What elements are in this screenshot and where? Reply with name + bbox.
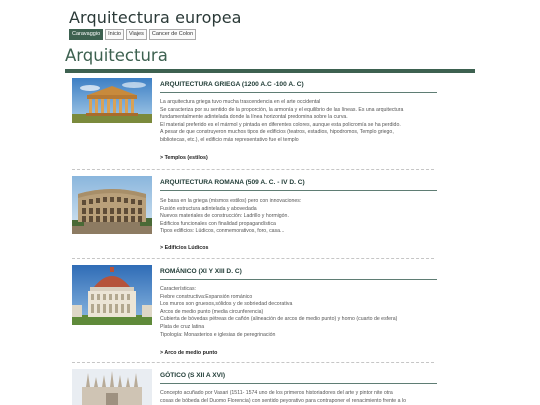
read-more-link[interactable]: > Arco de medio punto — [160, 350, 218, 356]
article-line: Nuevos materiales de construcción: Ladrillo y hormigón. — [160, 213, 289, 220]
article-line: La arquitectura griega tuvo mucha trascendencia en el arte occidental — [160, 99, 321, 105]
article-line: Cubierta de bóvedas pétreas de cañón (alineación de arcos de medio punto) y horno (cuarto de esfera) — [160, 316, 398, 323]
article-title[interactable]: ARQUITECTURA GRIEGA (1200 A.C -100 A. C) — [160, 81, 437, 93]
nav-link-caravaggio[interactable]: Caravaggio — [69, 29, 103, 40]
article-line: Plata de cruz latina — [160, 323, 205, 330]
article-line: Los muros son gruesos,sólidos y de sobriedad decorativa — [160, 301, 293, 308]
nav-link-cancer-de-colon[interactable]: Cancer de Colon — [149, 29, 196, 40]
article-line: Se caracteriza por su sentido de la proporción, la armonía y el equilibrio de las líneas. Es una arquitectura — [160, 106, 404, 113]
article-line: Arcos de medio punto (media circunferencia) — [160, 308, 264, 315]
article-title[interactable]: ARQUITECTURA ROMANA (509 A. C. - IV D. C) — [160, 179, 437, 191]
heading-divider — [65, 69, 475, 73]
nav-link-viajes[interactable]: Viajes — [126, 29, 147, 40]
article-divider — [72, 169, 434, 170]
article-line: bibliotecas, etc.), el edificio más representativo fue el templo — [160, 136, 299, 143]
main-nav — [69, 29, 198, 39]
roman-colosseum-image[interactable] — [72, 176, 152, 234]
milan-cathedral-image[interactable] — [72, 369, 152, 405]
article-title[interactable]: GÓTICO (S XII A XVI) — [160, 372, 437, 384]
page-heading: Arquitectura — [65, 46, 168, 65]
article-line: fundamentalmente adintelada donde la línea horizontal predomina sobre la curva. — [160, 114, 348, 121]
article-body — [160, 390, 445, 405]
article-body — [160, 286, 445, 339]
article-divider — [72, 258, 434, 259]
article-line: Edificios funcionales con finalidad propagandística — [160, 220, 276, 227]
pisa-baptistery-image[interactable] — [72, 265, 152, 325]
nav-link-inicio[interactable]: Inicio — [105, 29, 124, 40]
site-title[interactable]: Arquitectura europea — [69, 8, 242, 27]
article-line: cosas de bóbeda del Duomo Florencia) con sentido peyorativo para contraponer el renacimiento frente a lo — [160, 397, 406, 404]
article-line: Tipología: Monasterios e iglesias de peregrinación — [160, 331, 276, 338]
article-line: A pesar de que construyeron muchos tipos de edificios (teatros, estadios, hipodromos, Templo griego, — [160, 129, 394, 136]
article-line: Fiebre constructiva:Expansión románico — [160, 293, 253, 300]
article-line: Fusión estructura adintelada y abovedada — [160, 205, 257, 212]
article-line: Características: — [160, 286, 197, 292]
article-title[interactable]: ROMÁNICO (XI Y XIII D. C) — [160, 268, 437, 280]
article-line: El material preferido es el mármol y pintada en diferentes colores, aunque esta policromía se ha perdido. — [160, 121, 401, 128]
greek-temple-image[interactable] — [72, 78, 152, 123]
read-more-link[interactable]: > Templos (estilos) — [160, 155, 208, 161]
article-divider — [72, 362, 434, 363]
article-line: Se basa en la griega (mismos estilos) pero con innovaciones: — [160, 198, 302, 204]
read-more-link[interactable]: > Edificios Lúdicos — [160, 245, 209, 251]
article-body — [160, 99, 445, 145]
article-line: Concepto acuñado por Vasari (1511- 1574 uno de los primeros historiadores del arte y pintor nite otra — [160, 390, 393, 396]
article-line: Tipos edificios: Lúdicos, conmemorativos, foro, casa... — [160, 228, 285, 235]
article-body — [160, 198, 445, 236]
